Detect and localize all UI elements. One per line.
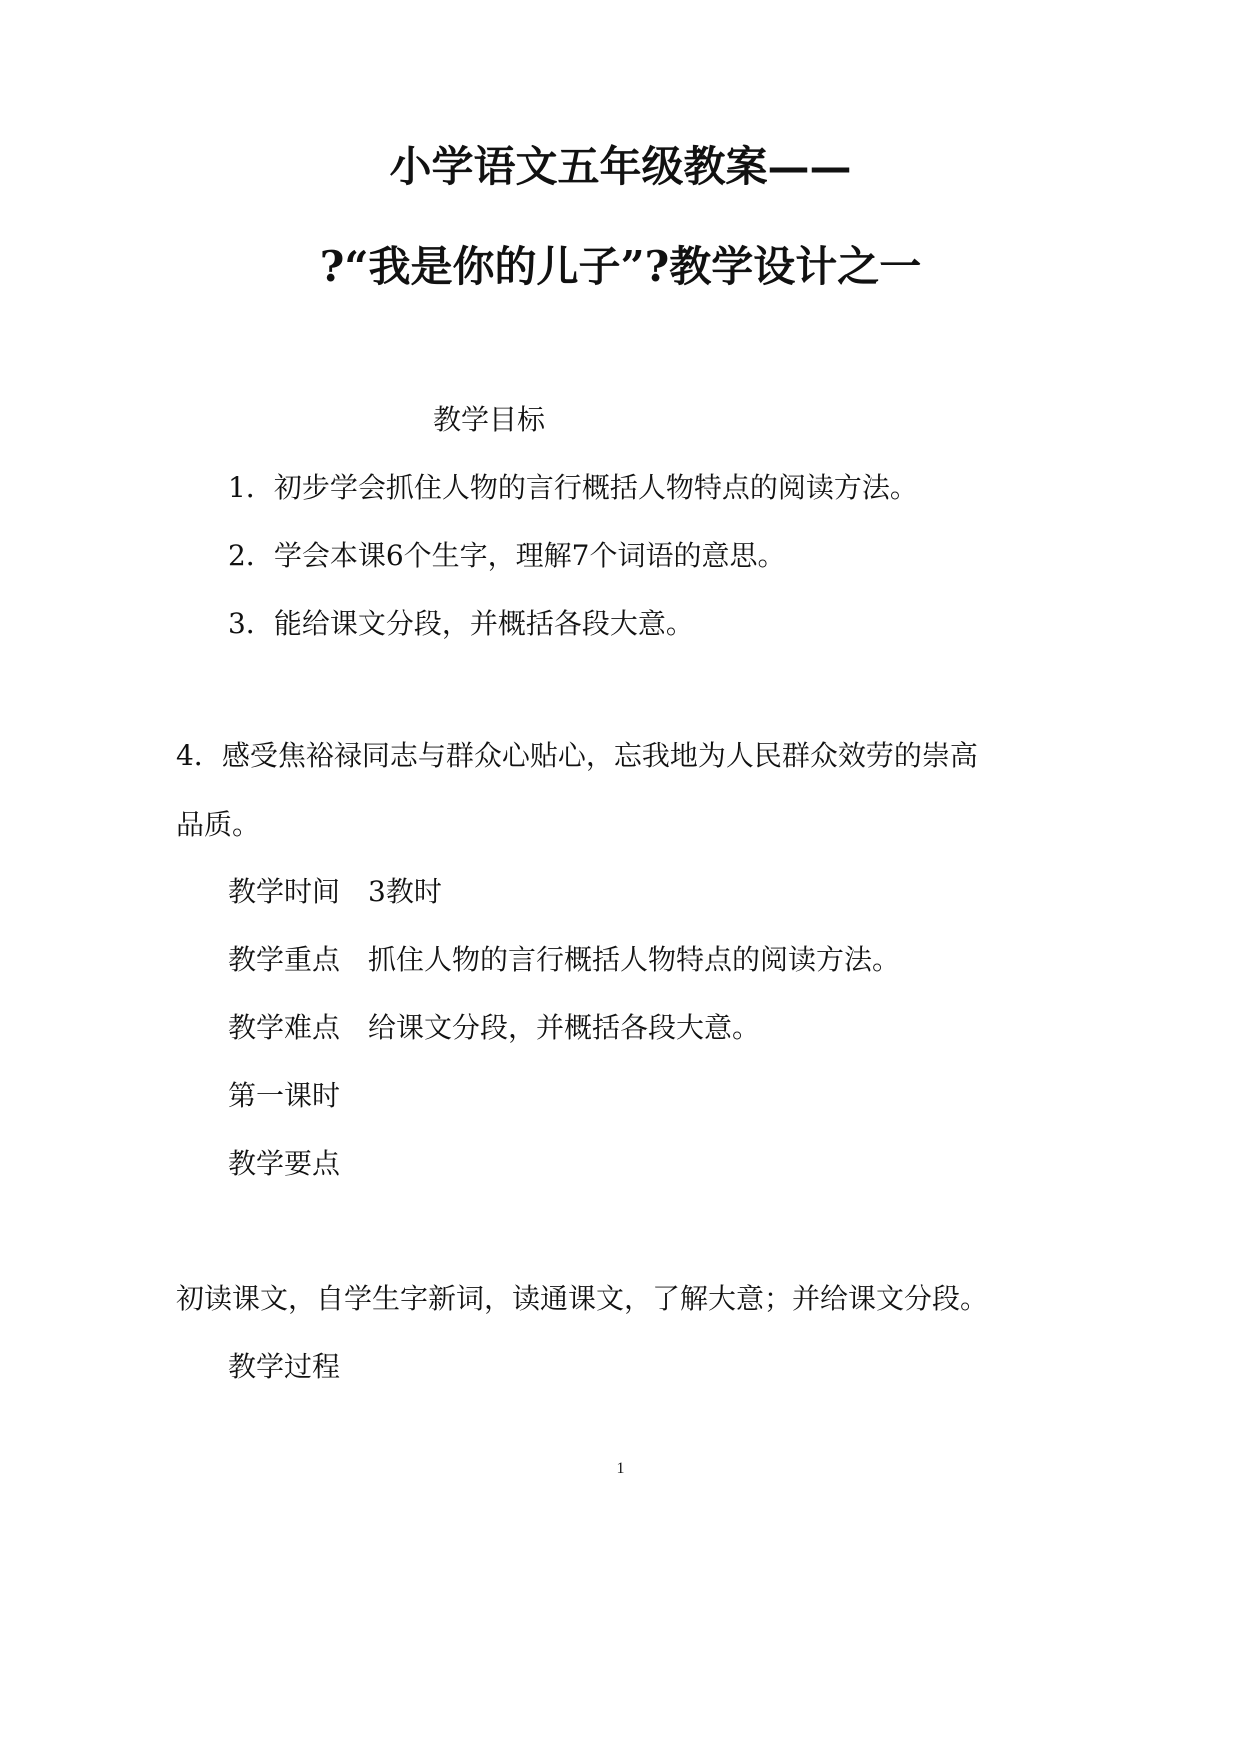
key-points-text: 初读课文，自学生字新词，读通课文，了解大意；并给课文分段。 xyxy=(176,1282,989,1315)
document-title-line-2: ?“我是你的儿子”?教学设计之一 xyxy=(319,242,922,291)
teaching-time-value: 3教时 xyxy=(368,875,442,908)
teaching-difficulty-label: 教学难点 xyxy=(228,1011,341,1044)
teaching-key-row xyxy=(228,942,900,978)
process-heading: 教学过程 xyxy=(228,1350,341,1383)
objective-2: 2．学会本课6个生字，理解7个词语的意思。 xyxy=(228,539,786,572)
teaching-key-label: 教学重点 xyxy=(228,943,341,976)
objective-1: 1．初步学会抓住人物的言行概括人物特点的阅读方法。 xyxy=(228,471,918,504)
teaching-difficulty-value: 给课文分段，并概括各段大意。 xyxy=(368,1011,761,1044)
teaching-time-label: 教学时间 xyxy=(228,875,341,908)
key-points-heading: 教学要点 xyxy=(228,1147,341,1180)
page-number: 1 xyxy=(616,1460,625,1477)
objectives-heading: 教学目标 xyxy=(433,403,546,436)
objective-4-line-2: 品质。 xyxy=(176,808,261,841)
objective-3: 3．能给课文分段，并概括各段大意。 xyxy=(228,607,694,640)
document-title-line-1: 小学语文五年级教案—— xyxy=(389,142,852,191)
teaching-difficulty-row xyxy=(228,1010,760,1046)
lesson-one-heading: 第一课时 xyxy=(228,1079,341,1112)
teaching-key-value: 抓住人物的言行概括人物特点的阅读方法。 xyxy=(368,943,901,976)
teaching-time-row xyxy=(228,874,442,910)
objective-4-line-1: 4．感受焦裕禄同志与群众心贴心，忘我地为人民群众效劳的崇高 xyxy=(176,739,978,772)
